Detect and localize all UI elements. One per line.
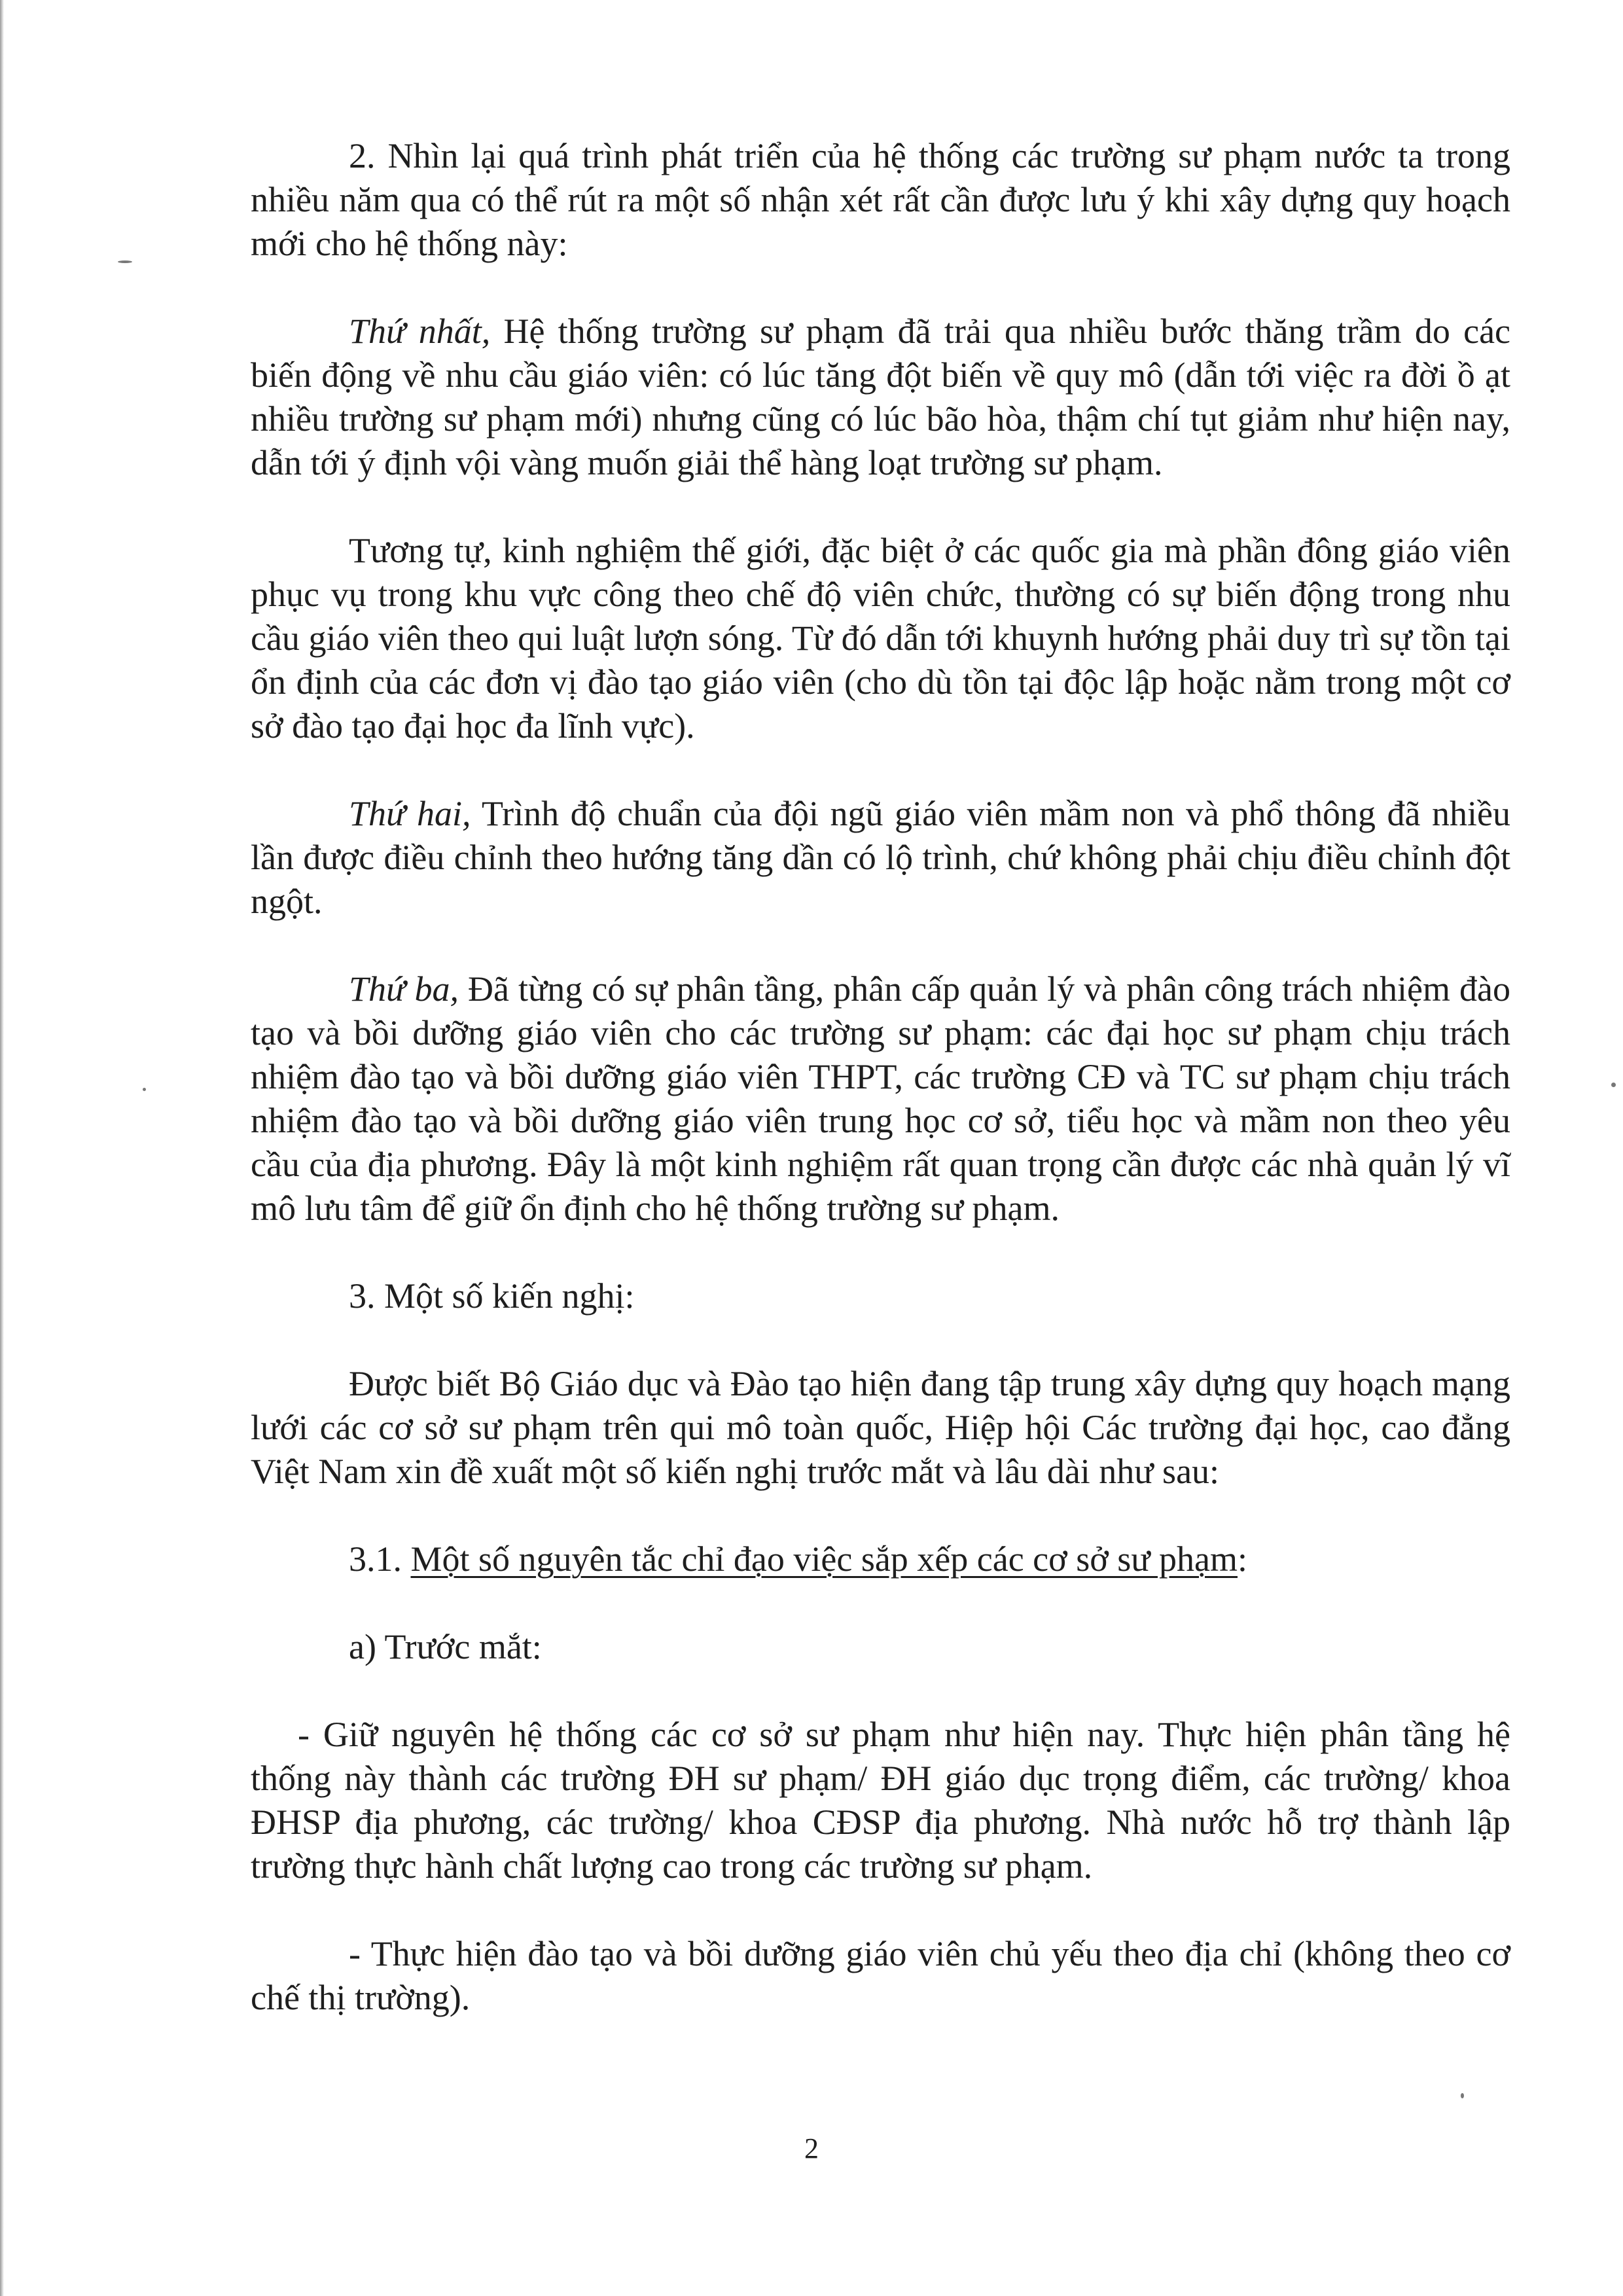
paragraph-section-2-intro: 2. Nhìn lại quá trình phát triển của hệ thống các trường sư phạm nước ta trong nhiều năm qua có thể rút ra một số nhận xét rất cần được lưu ý khi xây dựng quy hoạch mới cho hệ thống này: [251, 136, 1510, 263]
section-3-1-colon: : [1238, 1539, 1248, 1579]
paragraph-recommendations-intro: Được biết Bộ Giáo dục và Đào tạo hiện đang tập trung xây dựng quy hoạch mạng lưới các cơ sở sư phạm trên qui mô toàn quốc, Hiệp hội Các trường đại học, cao đẳng Việt Nam xin đề xuất một số kiến nghị trước mắt và lâu dài như sau: [251, 1364, 1510, 1491]
second-point-body: Trình độ chuẩn của đội ngũ giáo viên mầm non và phổ thông đã nhiều lần được điều chỉnh theo hướng tăng dần có lộ trình, chứ không phải chịu điều chỉnh đột ngột. [251, 794, 1510, 921]
paragraph-world-experience: Tương tự, kinh nghiệm thế giới, đặc biệt ở các quốc gia mà phần đông giáo viên phục vụ trong khu vực công theo chế độ viên chức, thường có sự biến động trong nhu cầu giáo viên theo qui luật lượn sóng. Từ đó dẫn tới khuynh hướng phải duy trì sự tồn tại ổn định của các đơn vị đào tạo giáo viên (cho dù tồn tại độc lập hoặc nằm trong một cơ sở đào tạo đại học đa lĩnh vực). [251, 531, 1510, 745]
page-number: 2 [804, 2132, 819, 2164]
bullet-keep-system: - Giữ nguyên hệ thống các cơ sở sư phạm như hiện nay. Thực hiện phân tầng hệ thống này thành các trường ĐH sư phạm/ ĐH giáo dục trọng điểm, các trường/ khoa ĐHSP địa phương, các trường/ khoa CĐSP địa phương. Nhà nước hỗ trợ thành lập trường thực hành chất lượng cao trong các trường sư phạm. [251, 1715, 1510, 1886]
heading-section-3-1 [251, 1537, 1510, 1581]
third-point-body: Đã từng có sự phân tầng, phân cấp quản lý và phân công trách nhiệm đào tạo và bồi dưỡng giáo viên cho các trường sư phạm: các đại học sư phạm chịu trách nhiệm đào tạo và bồi dưỡng giáo viên THPT, các trường CĐ và TC sư phạm chịu trách nhiệm đào tạo và bồi dưỡng giáo viên trung học cơ sở, tiểu học và mầm non theo yêu cầu của địa phương. Đây là một kinh nghiệm rất quan trọng cần được các nhà quản lý vĩ mô lưu tâm để giữ ổn định cho hệ thống trường sư phạm. [251, 969, 1510, 1228]
scan-speck [1611, 1083, 1616, 1087]
section-3-1-title: Một số nguyên tắc chỉ đạo việc sắp xếp các cơ sở sư phạm [410, 1539, 1238, 1579]
paragraph-third-point [251, 967, 1510, 1230]
second-point-lead: Thứ hai, [349, 794, 471, 833]
heading-section-3: 3. Một số kiến nghị: [349, 1276, 635, 1316]
third-point-lead: Thứ ba, [349, 969, 459, 1009]
scan-speck [143, 1088, 146, 1091]
subheading-immediate: a) Trước mắt: [349, 1627, 542, 1666]
first-point-lead: Thứ nhất, [349, 312, 491, 351]
document-body [251, 134, 1510, 2064]
first-point-body: Hệ thống trường sư phạm đã trải qua nhiều bước thăng trầm do các biến động về nhu cầu giáo viên: có lúc tăng đột biến về quy mô (dẫn tới việc ra đời ồ ạt nhiều trường sư phạm mới) nhưng cũng có lúc bão hòa, thậm chí tụt giảm như hiện nay, dẫn tới ý định vội vàng muốn giải thể hàng loạt trường sư phạm. [251, 312, 1510, 482]
bullet-training-by-address: - Thực hiện đào tạo và bồi dưỡng giáo viên chủ yếu theo địa chỉ (không theo cơ chế thị trường). [251, 1934, 1510, 2017]
paragraph-second-point [251, 792, 1510, 924]
scan-edge-shadow [0, 0, 4, 2296]
scan-speck [1461, 2093, 1464, 2098]
scan-speck [118, 260, 132, 263]
section-3-1-number: 3.1. [349, 1539, 411, 1579]
paragraph-first-point [251, 310, 1510, 485]
